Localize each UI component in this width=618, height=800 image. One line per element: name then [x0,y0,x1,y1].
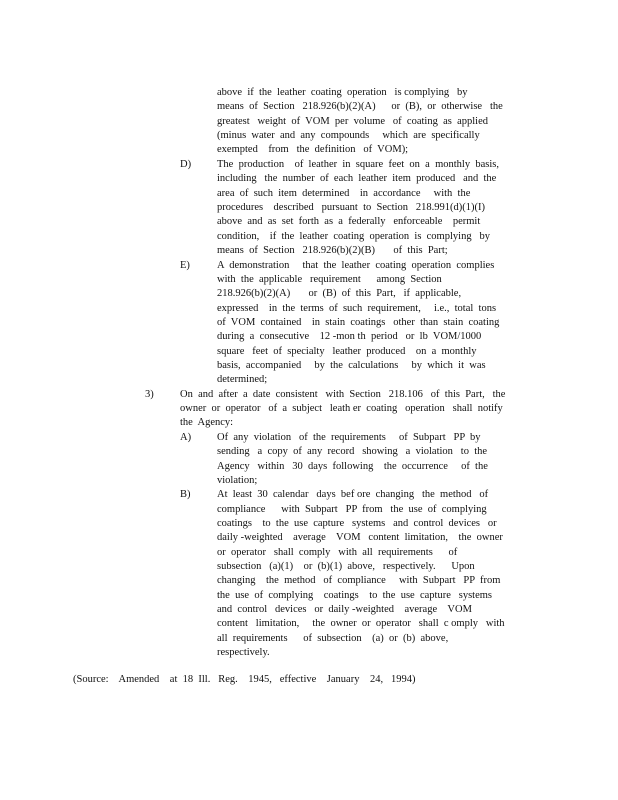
text-line: and control devices or daily -weighted average VOM [217,604,472,615]
text-line: sending a copy of any record showing a violation to the [217,446,488,457]
text-line: Of any violation of the requirements of Subpart PP by [217,432,481,443]
text-line: (minus water and any compounds which are specifically [217,130,480,141]
text-line: the use of complying coatings to the use capture systems [217,590,492,601]
text-line: A demonstration that the leather coating operation complies [217,260,495,271]
text-line: Agency within 30 days following the occurrence of the [217,461,488,472]
item-d-label: D) [180,159,192,170]
text-line: subsection (a)(1) or (b)(1) above, respectively. Upon [217,561,475,572]
text-line: compliance with Subpart PP from the use of complying [217,504,487,515]
text-line: means of Section 218.926(b)(2)(A) or (B), or otherwise the [217,101,503,112]
item-e-label: E) [180,260,190,271]
text-line: expressed in the terms of such requirement, i.e., total tons [217,303,497,314]
text-line: above and as set forth as a federally enforceable permit [217,216,481,227]
text-line: owner or operator of a subject leath er coating operation shall notify [180,403,503,414]
text-line: during a consecutive 12 -mon th period or lb VOM/1000 [217,331,482,342]
text-line: daily -weighted average VOM content limitation, the owner [217,532,503,543]
text-line: including the number of each leather item produced and the [217,173,497,184]
text-line: all requirements of subsection (a) or (b) above, [217,633,449,644]
text-line: basis, accompanied by the calculations by which it was [217,360,486,371]
item-3b-label: B) [180,489,191,500]
text-line: exempted from the definition of VOM); [217,144,409,155]
text-line: The production of leather in square feet on a monthly basis, [217,159,499,170]
text-line: coatings to the use capture systems and control devices or [217,518,497,529]
source-note: (Source: Amended at 18 Ill. Reg. 1945, effective January 24, 1994) [73,674,416,685]
text-line: procedures described pursuant to Section 218.991(d)(1)(I) [217,202,485,213]
text-line: determined; [217,374,268,385]
text-line: On and after a date consistent with Section 218.106 of this Part, the [180,389,506,400]
text-line: condition, if the leather coating operation is complying by [217,231,490,242]
text-line: respectively. [217,647,270,658]
text-line: area of such item determined in accordance with the [217,188,471,199]
text-line: means of Section 218.926(b)(2)(B) of this Part; [217,245,448,256]
text-line: content limitation, the owner or operator shall c omply with [217,618,505,629]
text-line: changing the method of compliance with Subpart PP from [217,575,501,586]
text-line: 218.926(b)(2)(A) or (B) of this Part, if applicable, [217,288,462,299]
text-line: At least 30 calendar days bef ore changing the method of [217,489,489,500]
item-3a-label: A) [180,432,192,443]
text-line: greatest weight of VOM per volume of coating as applied [217,116,488,127]
text-line: with the applicable requirement among Section [217,274,442,285]
text-line: of VOM contained in stain coatings other than stain coating [217,317,500,328]
text-line: violation; [217,475,258,486]
text-line: the Agency: [180,417,234,428]
text-line: above if the leather coating operation is complying by [217,87,468,98]
text-line: square feet of specialty leather produced on a monthly [217,346,477,357]
text-line: or operator shall comply with all requirements of [217,547,458,558]
item-3-label: 3) [145,389,154,400]
